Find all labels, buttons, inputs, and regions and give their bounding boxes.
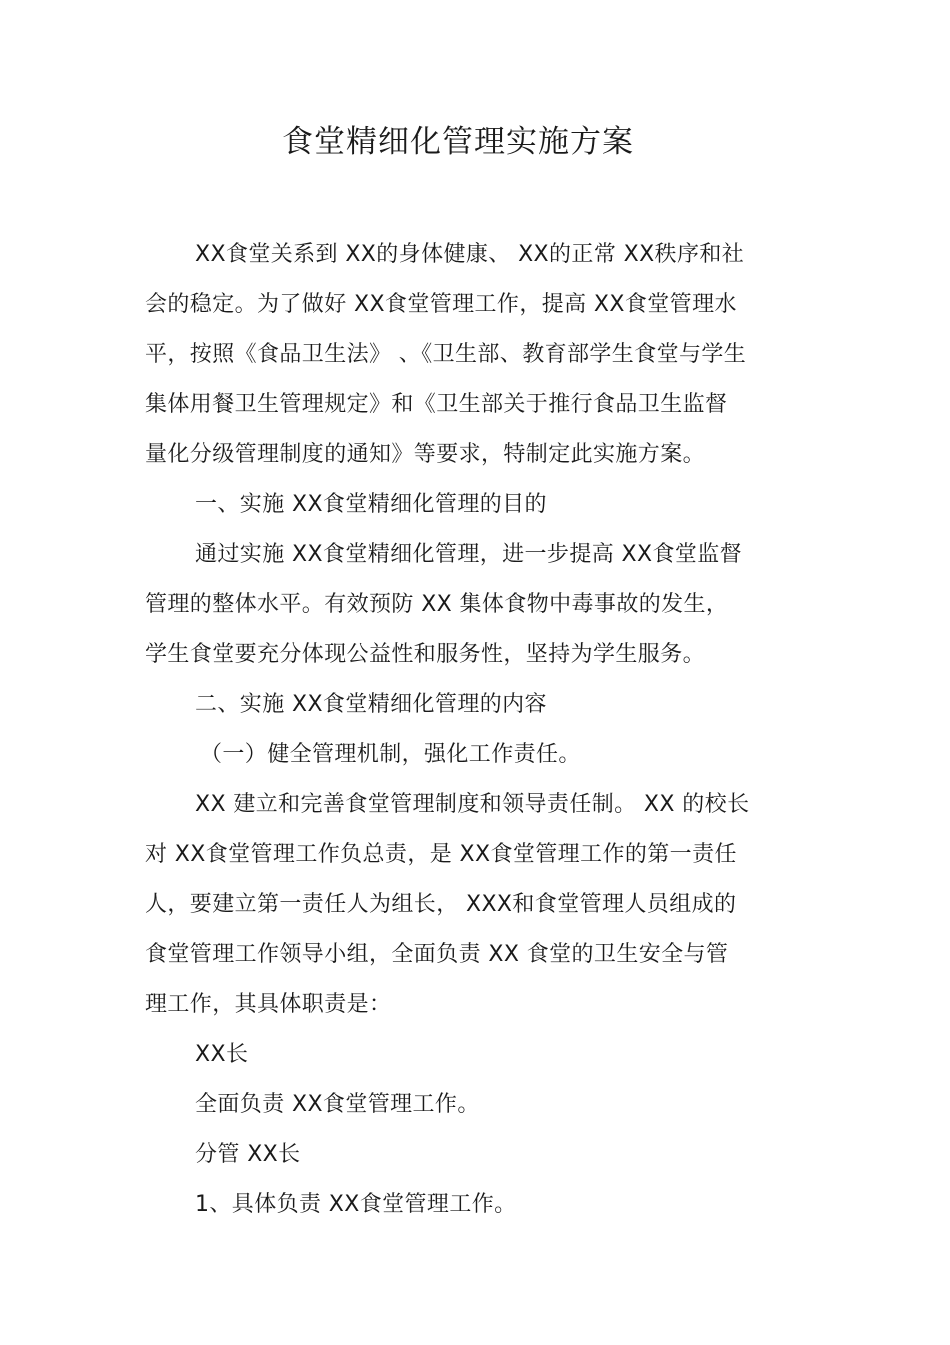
paragraph-line: 人，要建立第一责任人为组长， XXX和食堂管理人员组成的 [145, 892, 737, 917]
role-heading: XX长 [195, 1042, 249, 1067]
paragraph-line: 集体用餐卫生管理规定》和《卫生部关于推行食品卫生监督 [145, 392, 728, 417]
paragraph-line: 通过实施 XX食堂精细化管理，进一步提高 XX食堂监督 [195, 542, 743, 567]
list-item: 1、具体负责 XX食堂管理工作。 [195, 1192, 517, 1217]
paragraph-line: 对 XX食堂管理工作负总责，是 XX食堂管理工作的第一责任 [145, 842, 737, 867]
paragraph-line: 全面负责 XX食堂管理工作。 [195, 1092, 480, 1117]
paragraph-line: XX 建立和完善食堂管理制度和领导责任制。 XX 的校长 [195, 792, 750, 817]
paragraph-line: 会的稳定。为了做好 XX食堂管理工作，提高 XX食堂管理水 [145, 292, 737, 317]
section-heading: 一、实施 XX食堂精细化管理的目的 [195, 492, 547, 517]
paragraph-line: 管理的整体水平。有效预防 XX 集体食物中毒事故的发生， [145, 592, 729, 617]
document-title: 食堂精细化管理实施方案 [282, 124, 634, 160]
paragraph-line: 理工作，其具体职责是： [145, 992, 392, 1017]
paragraph-line: 平，按照《食品卫生法》 、《卫生部、教育部学生食堂与学生 [145, 342, 747, 367]
paragraph-line: 量化分级管理制度的通知》等要求，特制定此实施方案。 [145, 442, 706, 467]
role-heading: 分管 XX长 [195, 1142, 301, 1167]
paragraph-line: 食堂管理工作领导小组，全面负责 XX 食堂的卫生安全与管 [145, 942, 729, 967]
paragraph-line: XX食堂关系到 XX的身体健康、 XX的正常 XX秩序和社 [195, 242, 745, 267]
paragraph-line: 学生食堂要充分体现公益性和服务性，坚持为学生服务。 [145, 642, 706, 667]
section-heading: 二、实施 XX食堂精细化管理的内容 [195, 692, 547, 717]
subsection-heading: （一）健全管理机制，强化工作责任。 [200, 742, 581, 767]
